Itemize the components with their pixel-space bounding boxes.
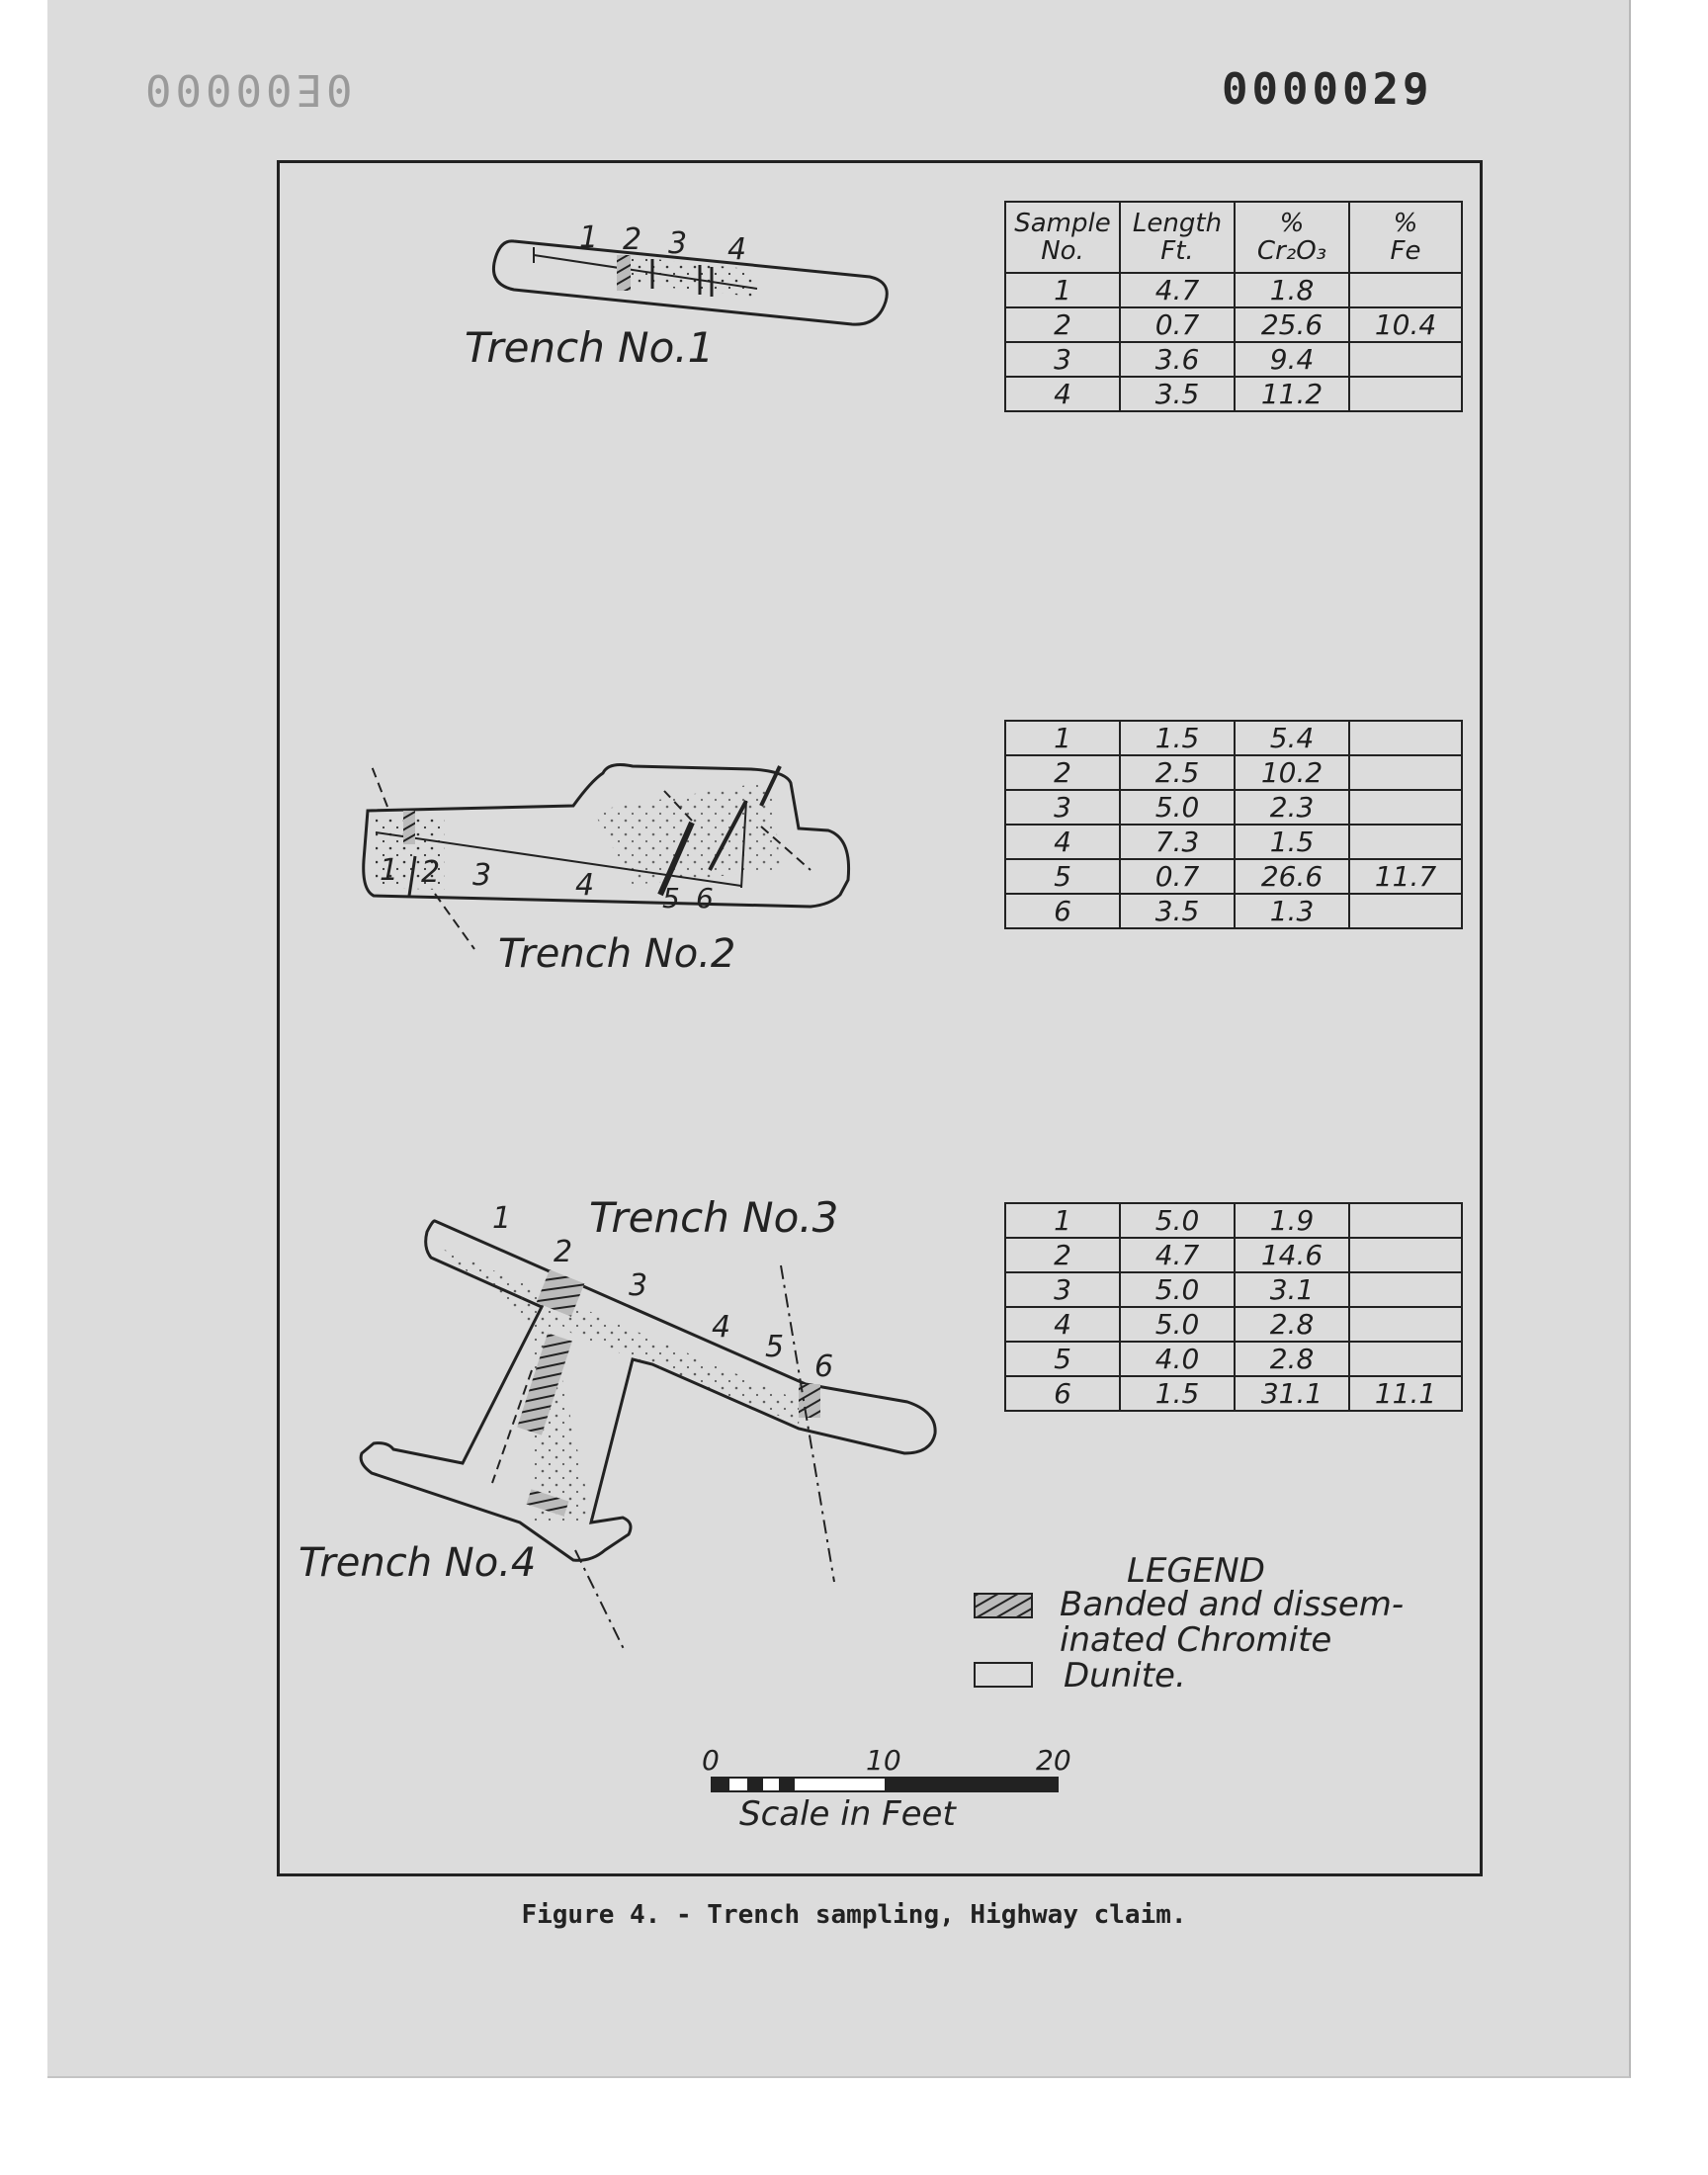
header-text: Fe: [1390, 236, 1421, 266]
table-cell: 2: [1005, 755, 1120, 790]
table-cell: 2.8: [1235, 1307, 1349, 1342]
table-cell: 1: [1005, 273, 1120, 307]
table-cell: 31.1: [1235, 1376, 1349, 1411]
table-cell: 1.3: [1235, 894, 1349, 928]
table-row: [1005, 721, 1462, 755]
table-cell: 2.3: [1235, 790, 1349, 825]
table-cell: [1349, 1238, 1462, 1272]
table-cell: 3: [1005, 1272, 1120, 1307]
table-row: [1005, 273, 1462, 307]
trench-1-outline: [493, 241, 887, 324]
table-cell: 4: [1005, 1307, 1120, 1342]
table-cell: 4.7: [1120, 1238, 1235, 1272]
table-cell: 5.0: [1120, 1307, 1235, 1342]
trench-2-mark-4: 4: [575, 868, 595, 903]
trench-1-label: Trench No.1: [465, 323, 715, 372]
trench-3-mark-2: 2: [554, 1235, 573, 1269]
trench-1-mark-3: 3: [668, 226, 688, 261]
table-cell: [1349, 790, 1462, 825]
table-cell: 1.8: [1235, 273, 1349, 307]
table-row: [1005, 377, 1462, 411]
header-text: Sample: [1014, 209, 1111, 238]
trench-2-mark-3: 3: [472, 858, 492, 893]
table-cell: 26.6: [1235, 859, 1349, 894]
table-cell: [1349, 342, 1462, 377]
table-cell: [1349, 894, 1462, 928]
scale-tick-20: 20: [1036, 1744, 1071, 1777]
trench-3-assay-table: [1004, 1202, 1463, 1412]
scale-bar: [712, 1778, 1058, 1791]
header-text: %: [1393, 209, 1418, 238]
trench-3-mark-6: 6: [814, 1349, 834, 1384]
table-cell: 3: [1005, 342, 1120, 377]
header-fe: [1349, 202, 1462, 273]
table-cell: 14.6: [1235, 1238, 1349, 1272]
table-cell: [1349, 721, 1462, 755]
table-row: [1005, 825, 1462, 859]
table-cell: 2.5: [1120, 755, 1235, 790]
trench-2-mark-6: 6: [696, 882, 714, 914]
trench-1-mark-2: 2: [623, 222, 642, 257]
trench-3-mark-4: 4: [712, 1310, 731, 1345]
table-cell: 5.0: [1120, 1272, 1235, 1307]
legend-title: LEGEND: [1127, 1551, 1265, 1591]
table-cell: 11.1: [1349, 1376, 1462, 1411]
trench-3-mark-3: 3: [629, 1268, 648, 1303]
table-cell: 4.7: [1120, 273, 1235, 307]
table-cell: 5.0: [1120, 790, 1235, 825]
trench-3-4-outline: [361, 1221, 935, 1651]
table-cell: 11.7: [1349, 859, 1462, 894]
table-cell: [1349, 755, 1462, 790]
figure-caption: Figure 4. - Trench sampling, Highway claim.: [521, 1900, 1187, 1930]
table-row: [1005, 1272, 1462, 1307]
table-row: [1005, 1307, 1462, 1342]
trench-2-mark-2: 2: [421, 855, 441, 890]
table-cell: 3.1: [1235, 1272, 1349, 1307]
table-row: [1005, 894, 1462, 928]
table-cell: 6: [1005, 894, 1120, 928]
trench-3-mark-5: 5: [765, 1330, 785, 1364]
table-cell: 1.5: [1120, 721, 1235, 755]
trench-4-label: Trench No.4: [299, 1540, 537, 1586]
trench-3-label: Trench No.3: [589, 1193, 839, 1242]
table-cell: [1349, 1203, 1462, 1238]
table-cell: 4: [1005, 825, 1120, 859]
table-cell: 3.6: [1120, 342, 1235, 377]
trench-2-mark-1: 1: [380, 853, 399, 888]
table-cell: 11.2: [1235, 377, 1349, 411]
legend-chromite-line1: Banded and dissem-: [1060, 1585, 1405, 1624]
table-cell: 5.4: [1235, 721, 1349, 755]
trench-2-label: Trench No.2: [498, 931, 736, 977]
header-text: No.: [1041, 236, 1084, 266]
header-cr2o3: [1235, 202, 1349, 273]
table-row: [1005, 307, 1462, 342]
table-cell: 2.8: [1235, 1342, 1349, 1376]
table-cell: [1349, 377, 1462, 411]
table-cell: 1.5: [1235, 825, 1349, 859]
table-cell: 4.0: [1120, 1342, 1235, 1376]
table-cell: 6: [1005, 1376, 1120, 1411]
table-cell: 9.4: [1235, 342, 1349, 377]
table-cell: 4: [1005, 377, 1120, 411]
trench-2-mark-5: 5: [662, 882, 680, 914]
table-cell: 5: [1005, 859, 1120, 894]
header-text: Ft.: [1160, 236, 1194, 266]
legend-chromite-swatch: [975, 1594, 1032, 1617]
table-row: [1005, 342, 1462, 377]
scale-tick-10: 10: [866, 1744, 901, 1777]
table-row: [1005, 1203, 1462, 1238]
table-row: [1005, 755, 1462, 790]
table-cell: [1349, 1342, 1462, 1376]
table-cell: 0.7: [1120, 307, 1235, 342]
header-text: %: [1279, 209, 1305, 238]
archive-number: 0000029: [1222, 64, 1433, 115]
trench-1-mark-4: 4: [727, 232, 747, 267]
table-cell: [1349, 273, 1462, 307]
table-row: [1005, 790, 1462, 825]
scale-label: Scale in Feet: [739, 1794, 956, 1834]
header-sample-no: [1005, 202, 1120, 273]
table-cell: [1349, 1307, 1462, 1342]
table-cell: 1.9: [1235, 1203, 1349, 1238]
table-cell: 25.6: [1235, 307, 1349, 342]
table-cell: [1349, 825, 1462, 859]
legend-dunite-label: Dunite.: [1064, 1656, 1186, 1696]
header-text: Cr₂O₃: [1256, 236, 1327, 266]
header-text: Length: [1132, 209, 1223, 238]
table-cell: 3: [1005, 790, 1120, 825]
table-cell: 5.0: [1120, 1203, 1235, 1238]
table-cell: 3.5: [1120, 894, 1235, 928]
trench-1-mark-1: 1: [579, 220, 599, 255]
table-row: [1005, 1238, 1462, 1272]
trench-1-assay-table: [1004, 201, 1463, 412]
table-cell: 10.4: [1349, 307, 1462, 342]
table-cell: 1: [1005, 1203, 1120, 1238]
scale-tick-0: 0: [702, 1744, 720, 1777]
archive-number-inverted: 0E00000: [141, 64, 353, 115]
table-cell: 2: [1005, 1238, 1120, 1272]
table-cell: 10.2: [1235, 755, 1349, 790]
table-cell: 7.3: [1120, 825, 1235, 859]
table-row: [1005, 1376, 1462, 1411]
table-cell: 0.7: [1120, 859, 1235, 894]
table-row: [1005, 1342, 1462, 1376]
trench-2-assay-table: [1004, 720, 1463, 929]
table-cell: [1349, 1272, 1462, 1307]
table-cell: 1.5: [1120, 1376, 1235, 1411]
table-cell: 3.5: [1120, 377, 1235, 411]
table-header-row: [1005, 202, 1462, 273]
legend-chromite-line2: inated Chromite: [1060, 1620, 1332, 1660]
table-cell: 5: [1005, 1342, 1120, 1376]
table-cell: 1: [1005, 721, 1120, 755]
trench-3-mark-1: 1: [492, 1201, 512, 1236]
legend-dunite-swatch: [975, 1663, 1032, 1687]
table-row: [1005, 859, 1462, 894]
header-length: [1120, 202, 1235, 273]
table-cell: 2: [1005, 307, 1120, 342]
